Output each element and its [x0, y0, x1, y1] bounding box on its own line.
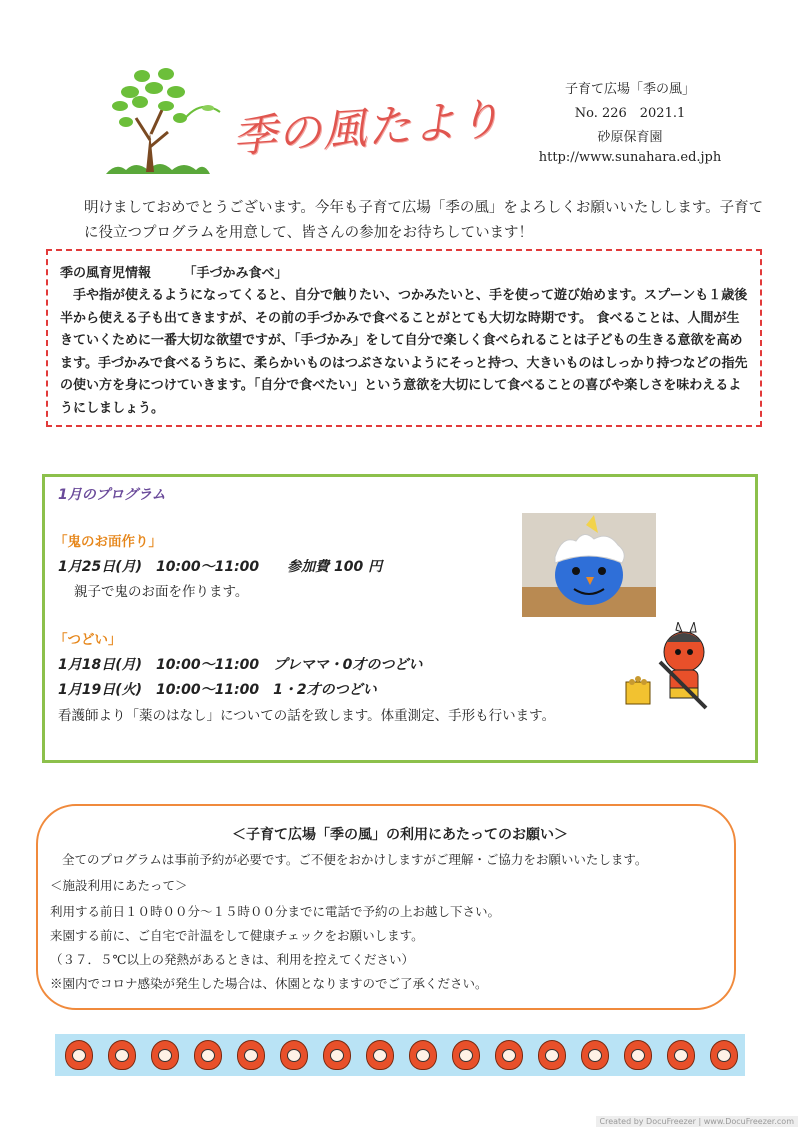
nursery-name: 砂原保育園	[597, 130, 663, 145]
tree-illustration	[96, 62, 226, 182]
event-description: 看護師より「薬のはなし」についての話を致します。体重測定、手形も行います。	[58, 708, 556, 724]
event-description: 親子で鬼のお面を作ります。	[74, 584, 249, 600]
daruma-icon	[624, 1040, 652, 1070]
daruma-border-strip	[55, 1034, 745, 1076]
event-schedule: 1月18日(月) 10:00～11:00 プレママ・0才のつどい	[58, 657, 423, 673]
daruma-icon	[237, 1040, 265, 1070]
program-title: 1月のプログラム	[58, 487, 166, 503]
daruma-icon	[194, 1040, 222, 1070]
daruma-icon	[108, 1040, 136, 1070]
intro-text: 明けましておめでとうございます。今年も子育て広場「季の風」をよろしくお願いいたしします。子育てに役立つプログラムを用意して、皆さんの参加をお待ちしています！	[84, 200, 764, 241]
daruma-icon	[710, 1040, 738, 1070]
event-schedule: 1月25日(月) 10:00～11:00 参加費 100 円	[58, 559, 383, 575]
daruma-icon	[65, 1040, 93, 1070]
notice-line: 利用する前日１０時００分～１５時００分までに電話で予約の上お越し下さい。	[50, 904, 501, 919]
daruma-icon	[581, 1040, 609, 1070]
org-name: 子育て広場「季の風」	[564, 82, 695, 97]
daruma-icon	[409, 1040, 437, 1070]
daruma-icon	[323, 1040, 351, 1070]
notice-line: 来園する前に、ご自宅で計温をして健康チェックをお願いします。	[50, 928, 424, 943]
notice-line: ※園内でコロナ感染が発生した場合は、休園となりますのでご了承ください。	[50, 976, 488, 991]
red-oni-illustration	[616, 622, 716, 718]
notice-line: （３７．５℃以上の発熱があるときは、利用を控えてください）	[50, 952, 414, 967]
notice-title: ＜子育て広場「季の風」の利用にあたってのお願い＞	[232, 827, 568, 843]
masthead-title: 季の風たより	[230, 93, 504, 164]
event-title: 「鬼のお面作り」	[54, 534, 162, 550]
daruma-icon	[495, 1040, 523, 1070]
daruma-icon	[452, 1040, 480, 1070]
issue-number: No. 226 2021.1	[574, 106, 686, 121]
footer-credit: Created by DocuFreezer | www.DocuFreezer.com	[596, 1116, 799, 1127]
daruma-icon	[366, 1040, 394, 1070]
notice-line: 全てのプログラムは事前予約が必要です。ご不便をおかけしますがご理解・ご協力をお願いいたします。	[62, 852, 648, 867]
event-title: 「つどい」	[54, 632, 122, 648]
daruma-icon	[667, 1040, 695, 1070]
daruma-icon	[538, 1040, 566, 1070]
info-heading: 季の風育児情報 「手づかみ食べ」	[60, 266, 288, 281]
info-body: 手や指が使えるようになってくると、自分で触りたい、つかみたいと、手を使って遊び始めます。スプーンも１歳後半から使える子も出てきますが、その前の手づかみで食べることがとても大切な時期です。 食べることは、人間が生きていくために一番大切な欲望ですが、「手づかみ」をして自分で楽しく食べられることは子どもの生きる意欲を高めます。手づかみで食べるうちに、柔らかいものはつぶさないようにそっと持つ、大きいものはしっかり持つなどの指先の使い方を身につけていきます。「自分で食べたい」という意欲を大切にして食べることの喜びや楽しさを味わえるようにしましょう。	[60, 288, 748, 416]
daruma-icon	[151, 1040, 179, 1070]
daruma-icon	[280, 1040, 308, 1070]
event-schedule: 1月19日(火) 10:00～11:00 1・2才のつどい	[58, 682, 377, 698]
notice-line: ＜施設利用にあたって＞	[50, 878, 188, 893]
website-url[interactable]: http://www.sunahara.ed.jph	[538, 150, 722, 165]
oni-mask-photo	[522, 513, 656, 617]
